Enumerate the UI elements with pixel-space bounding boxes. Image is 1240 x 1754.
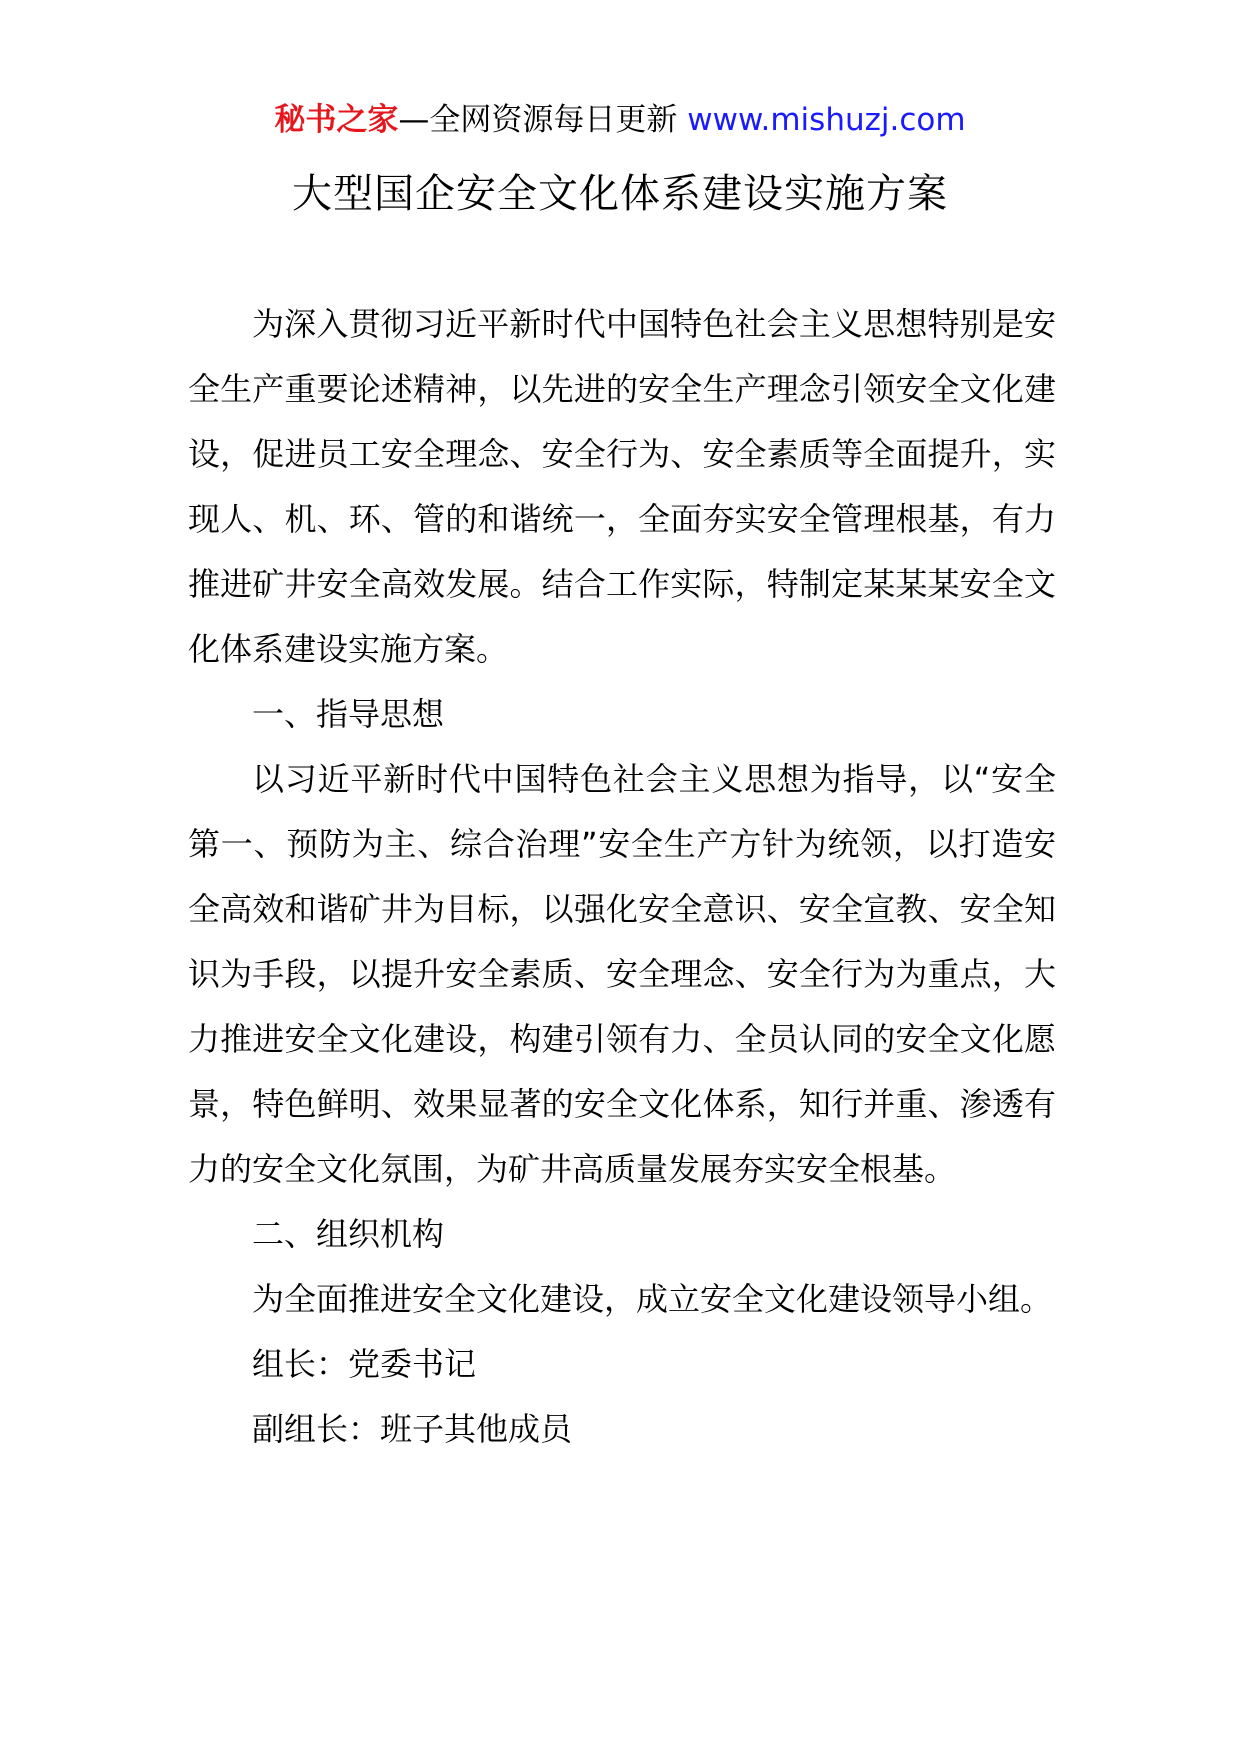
document-title: 大型国企安全文化体系建设实施方案 — [292, 171, 948, 217]
guiding-thought-paragraph: 以习近平新时代中国特色社会主义思想为指导，以“安全第一、预防为主、综合治理”安全生产方针为统领，以打造安全高效和谐矿井为目标，以强化安全意识、安全宣教、安全知识为手段，以提升安全素质、安全理念、安全行为为重点，大力推进安全文化建设，构建引领有力、全员认同的安全文化愿景，特色鲜明、效果显著的安全文化体系，知行并重、渗透有力的安全文化氛围，为矿井高质量发展夯实安全根基。 — [188, 760, 1056, 1188]
brand-name: 秘书之家 — [274, 102, 399, 138]
site-header — [0, 100, 1240, 140]
organization-paragraph: 为全面推进安全文化建设，成立安全文化建设领导小组。 — [252, 1280, 1053, 1318]
site-url-link[interactable]: www.mishuzj.com — [687, 102, 966, 138]
deputy-leader-line: 副组长：班子其他成员 — [252, 1410, 573, 1448]
section-heading-organization: 二、组织机构 — [252, 1215, 445, 1253]
group-leader-line: 组长：党委书记 — [252, 1345, 477, 1383]
section-heading-guiding-thought: 一、指导思想 — [252, 695, 445, 733]
document-body — [188, 292, 1056, 1462]
header-tagline: —全网资源每日更新 — [398, 102, 688, 138]
intro-paragraph: 为深入贯彻习近平新时代中国特色社会主义思想特别是安全生产重要论述精神，以先进的安全生产理念引领安全文化建设，促进员工安全理念、安全行为、安全素质等全面提升，实现人、机、环、管的和谐统一，全面夯实安全管理根基，有力推进矿井安全高效发展。结合工作实际，特制定某某某安全文化体系建设实施方案。 — [188, 305, 1056, 668]
